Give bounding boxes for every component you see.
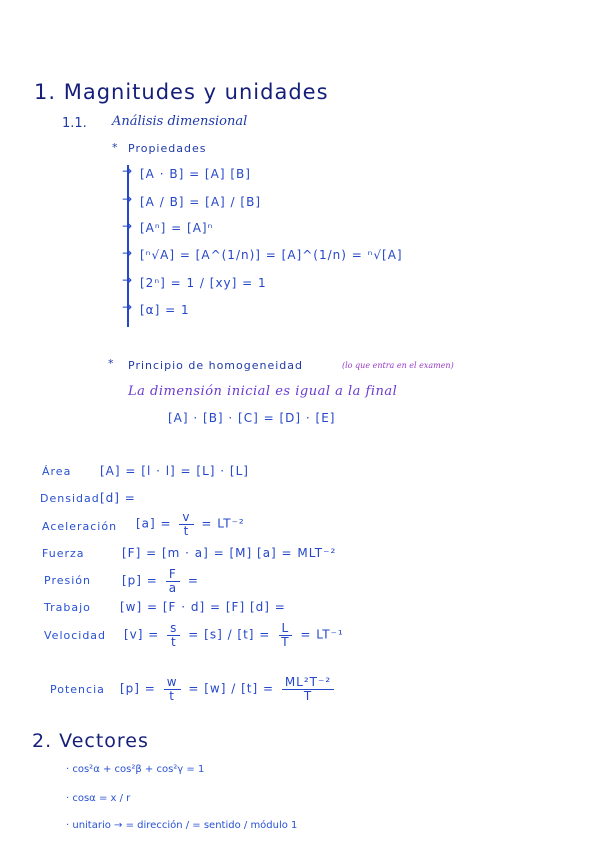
magnitude-label: Presión	[44, 574, 91, 587]
propiedades-bullet: *	[112, 141, 119, 154]
homogeneidad-formula: [A] · [B] · [C] = [D] · [E]	[168, 411, 336, 425]
arrow-icon: →	[122, 219, 133, 233]
property-item: [2ⁿ] = 1 / [xy] = 1	[140, 276, 267, 290]
magnitude-expr: [d] =	[100, 491, 136, 505]
property-item: [A · B] = [A] [B]	[140, 167, 251, 181]
magnitude-label: Densidad	[40, 492, 100, 505]
subsection-title: Análisis dimensional	[112, 114, 248, 129]
magnitude-label: Potencia	[50, 683, 105, 696]
magnitude-expr: [p] = $\frac{F}{a}$ =	[122, 567, 199, 595]
magnitude-label: Fuerza	[42, 547, 85, 560]
section-title: 2. Vectores	[32, 730, 149, 752]
subsection-number: 1.1.	[62, 116, 87, 131]
arrow-icon: →	[122, 192, 133, 206]
magnitude-expr: [p] = $\frac{w}{t}$ = [w] / [t] = $\frac{\text{ML²T⁻²}}{T}$	[120, 676, 337, 702]
exam-note: (lo que entra en el examen)	[342, 361, 454, 370]
vector-item: · cosα = x / r	[66, 793, 131, 804]
vector-item: · unitario → = dirección / = sentido / módulo 1	[66, 820, 298, 831]
property-item: [α] = 1	[140, 303, 190, 317]
property-item: [A / B] = [A] / [B]	[140, 195, 261, 209]
arrow-icon: →	[122, 300, 133, 314]
homogeneidad-statement: La dimensión inicial es igual a la final	[128, 384, 398, 399]
magnitude-expr: [a] = $\frac{v}{t}$ = LT⁻²	[136, 510, 245, 538]
magnitude-label: Aceleración	[42, 520, 118, 533]
property-item: [ⁿ√A] = [A^(1/n)] = [A]^(1/n) = ⁿ√[A]	[140, 248, 403, 262]
arrow-icon: →	[122, 273, 133, 287]
homogeneidad-bullet: *	[108, 357, 115, 370]
magnitude-expr: [A] = [l · l] = [L] · [L]	[100, 464, 249, 478]
section-title: 1. Magnitudes y unidades	[34, 80, 329, 104]
arrow-icon: →	[122, 246, 133, 260]
propiedades-heading: Propiedades	[128, 142, 207, 155]
magnitude-label: Área	[42, 465, 72, 478]
property-item: [Aⁿ] = [A]ⁿ	[140, 221, 214, 235]
magnitude-label: Trabajo	[44, 601, 91, 614]
magnitude-expr: [w] = [F · d] = [F] [d] =	[120, 600, 286, 614]
homogeneidad-heading: Principio de homogeneidad	[128, 359, 304, 372]
arrow-icon: →	[122, 164, 133, 178]
magnitude-expr: [F] = [m · a] = [M] [a] = MLT⁻²	[122, 546, 337, 560]
magnitude-label: Velocidad	[44, 629, 107, 642]
magnitude-expr: [v] = $\frac{s}{t}$ = [s] / [t] = $\frac{L}{T}$ = LT⁻¹	[124, 621, 344, 649]
vector-item: · cos²α + cos²β + cos²γ = 1	[66, 764, 205, 775]
